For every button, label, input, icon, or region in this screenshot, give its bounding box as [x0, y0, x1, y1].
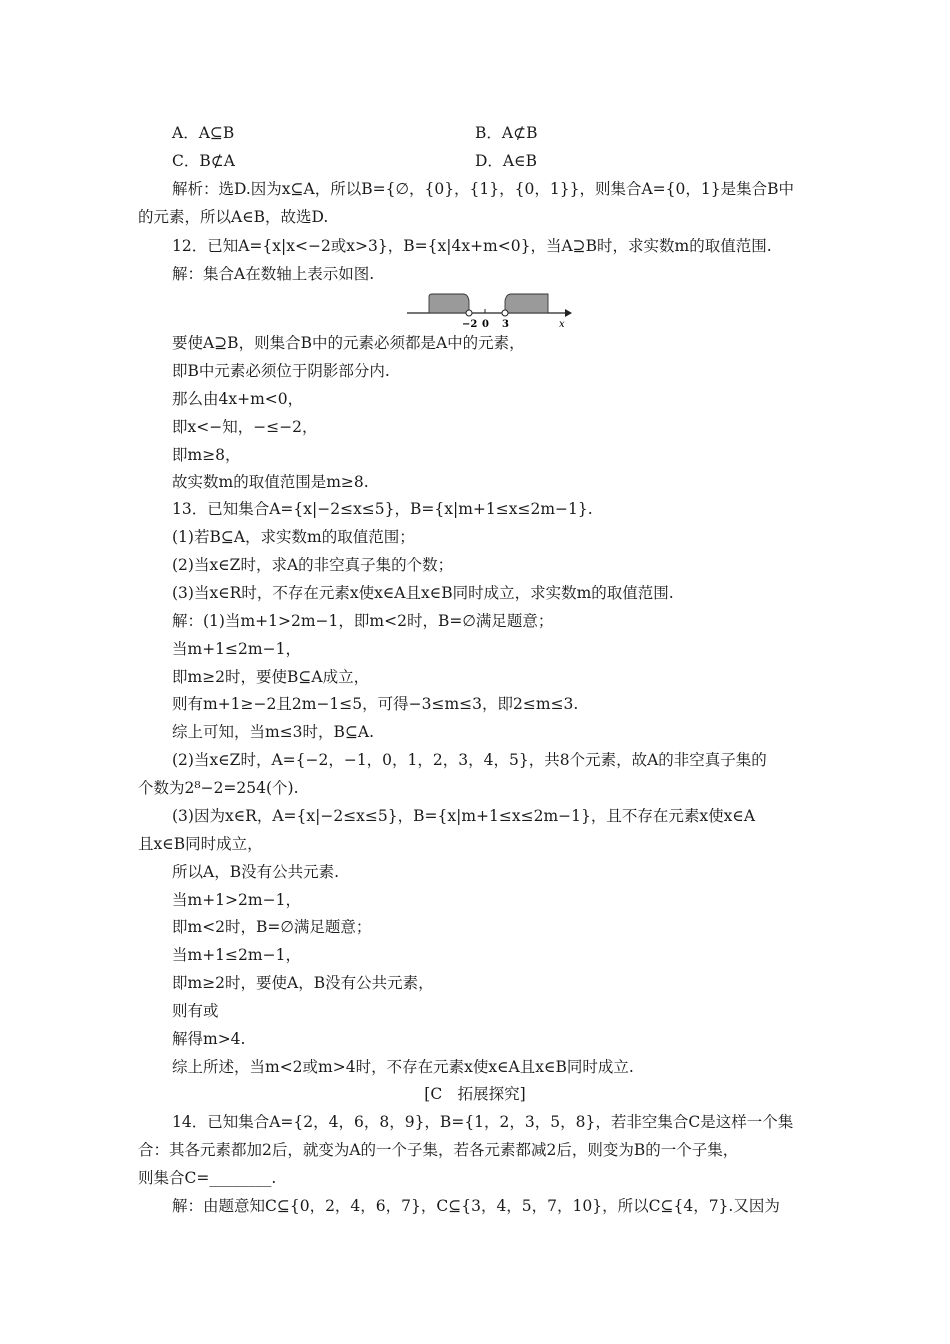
text-line: 且x∈B同时成立， [138, 835, 263, 853]
text-line: 解：集合A在数轴上表示如图. [172, 265, 375, 283]
problem-14-statement: 14．已知集合A={2，4，6，8，9}，B={1，2，3，5，8}，若非空集合C是这样一个集 [172, 1113, 794, 1131]
text-line: 解：由题意知C⊆{0，2，4，6，7}，C⊆{3，4，5，7，10}，所以C⊆{4，7}.又因为 [172, 1197, 780, 1215]
option-b: B．A⊄B [475, 124, 538, 142]
text-line: 合：其各元素都加2后，就变为A的一个子集，若各元素都减2后，则变为B的一个子集， [138, 1141, 739, 1159]
option-c: C．B⊄A [172, 152, 235, 170]
number-line-figure [405, 289, 575, 331]
problem-12-statement: 12．已知A={x|x<−2或x>3}，B={x|4x+m<0}，当A⊇B时，求实数m的取值范围. [172, 237, 772, 255]
tick-label-0: 0 [482, 319, 489, 330]
text-line: (2)当x∈Z时，求A的非空真子集的个数； [172, 556, 454, 574]
text-line: 即m≥2时，要使B⊆A成立， [172, 668, 370, 686]
text-line: 则有或 [172, 1002, 219, 1020]
text-line: 即m<2时，B=∅满足题意； [172, 918, 372, 936]
option-a: A．A⊆B [172, 124, 235, 142]
text-line: (3)当x∈R时，不存在元素x使x∈A且x∈B同时成立，求实数m的取值范围. [172, 584, 674, 602]
tick-label-3: 3 [502, 319, 509, 330]
text-line: 即B中元素必须位于阴影部分内. [172, 362, 390, 380]
open-point-3 [502, 310, 508, 316]
option-d: D．A∈B [475, 152, 537, 170]
text-line: (3)因为x∈R，A={x|−2≤x≤5}，B={x|m+1≤x≤2m−1}，且不存在元素x使x∈A [172, 807, 756, 825]
text-line: 即m≥8， [172, 446, 241, 464]
text-line: 解析：选D.因为x⊆A，所以B={∅，{0}，{1}，{0，1}}，则集合A={0，1}是集合B中 [172, 180, 794, 198]
shaded-region-right [505, 294, 548, 313]
text-line: 即x<−知，−≤−2， [172, 418, 318, 436]
text-line: 综上可知，当m≤3时，B⊆A. [172, 723, 375, 741]
text-line: 当m+1>2m−1， [172, 891, 301, 909]
text-line: (2)当x∈Z时，A={−2，−1，0，1，2，3，4，5}，共8个元素，故A的非空真子集的 [172, 751, 767, 769]
axis-arrow-icon [565, 309, 572, 317]
text-line: 个数为2⁸−2=254(个). [138, 779, 299, 797]
text-line: 的元素，所以A∈B，故选D. [138, 208, 329, 226]
text-line: 当m+1≤2m−1， [172, 946, 301, 964]
text-line: 故实数m的取值范围是m≥8. [172, 473, 369, 491]
problem-13-statement: 13．已知集合A={x|−2≤x≤5}，B={x|m+1≤x≤2m−1}. [172, 500, 593, 518]
text-line: 要使A⊇B，则集合B中的元素必须都是A中的元素， [172, 334, 525, 352]
axis-label-x: x [559, 319, 565, 330]
text-line: 解得m>4. [172, 1030, 246, 1048]
text-line: 则有m+1≥−2且2m−1≤5，可得−3≤m≤3，即2≤m≤3. [172, 695, 579, 713]
text-line: 所以A，B没有公共元素. [172, 863, 340, 881]
text-line: (1)若B⊆A，求实数m的取值范围； [172, 528, 415, 546]
text-line: 即m≥2时，要使A，B没有公共元素， [172, 974, 434, 992]
tick-label-neg2: −2 [462, 319, 478, 330]
text-line: 那么由4x+m<0， [172, 390, 304, 408]
section-heading: [C 拓展探究] [424, 1085, 526, 1103]
text-line: 当m+1≤2m−1， [172, 640, 301, 658]
shaded-region-left [429, 294, 469, 313]
text-line: 则集合C=________. [138, 1169, 277, 1187]
open-point-neg2 [466, 310, 472, 316]
text-line: 综上所述，当m<2或m>4时，不存在元素x使x∈A且x∈B同时成立. [172, 1058, 634, 1076]
text-line: 解：(1)当m+1>2m−1，即m<2时，B=∅满足题意； [172, 612, 554, 630]
